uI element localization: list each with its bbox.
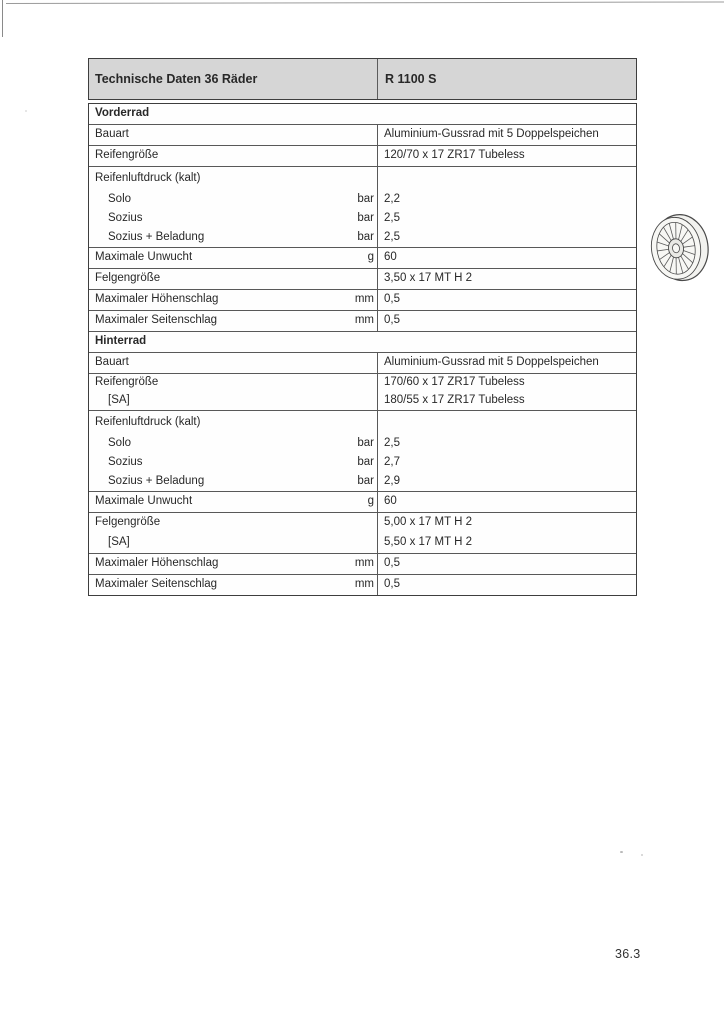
row-label: Felgengröße <box>95 516 161 529</box>
group-label-cell <box>89 411 377 491</box>
row-value-cell <box>377 374 636 410</box>
group-subrow-label-cell <box>89 434 377 453</box>
group-label-cell <box>89 167 377 247</box>
row-value: 60 <box>384 251 397 264</box>
row-label-sa: [SA] <box>108 394 130 407</box>
group-value-blank <box>378 411 636 434</box>
table-row <box>89 353 636 374</box>
row-value: 120/70 x 17 ZR17 Tubeless <box>384 149 525 162</box>
model-name: R 1100 S <box>377 59 636 99</box>
row-label-cell <box>89 269 377 289</box>
scan-speck <box>641 854 643 856</box>
row-value: 180/55 x 17 ZR17 Tubeless <box>384 394 525 407</box>
row-value: Aluminium-Gussrad mit 5 Doppelspeichen <box>384 128 599 141</box>
table-group-row <box>89 411 636 492</box>
row-value-cell <box>377 269 636 289</box>
scan-edge-line-left <box>2 0 3 37</box>
row-value: 5,00 x 17 MT H 2 <box>384 516 472 529</box>
table-row <box>89 146 636 167</box>
row-value-cell <box>377 513 636 553</box>
table-row <box>89 248 636 269</box>
row-value: 60 <box>384 495 397 508</box>
row-value-cell <box>377 146 636 166</box>
scan-speck <box>620 851 623 853</box>
row-value-cell <box>377 575 636 595</box>
group-value-cell <box>377 167 636 247</box>
row-label-cell <box>89 311 377 331</box>
subrow-unit: bar <box>357 211 374 224</box>
row-value: 0,5 <box>384 578 400 591</box>
table-row-twoline <box>89 513 636 554</box>
table-row <box>89 269 636 290</box>
row-unit: mm <box>354 557 374 570</box>
technical-data-table <box>88 58 637 596</box>
row-label: Maximaler Höhenschlag <box>95 293 219 306</box>
section-label: Hinterrad <box>95 335 147 348</box>
section-label: Vorderrad <box>95 107 150 120</box>
row-unit: mm <box>354 578 374 591</box>
row-label-cell <box>89 290 377 310</box>
row-label: Reifengröße <box>95 376 159 389</box>
scan-speck <box>25 110 27 112</box>
row-label: Felgengröße <box>95 272 161 285</box>
subrow-label: Sozius <box>108 211 143 224</box>
row-value: 5,50 x 17 MT H 2 <box>384 536 472 549</box>
row-label-cell <box>89 374 377 410</box>
row-label: Bauart <box>95 356 129 369</box>
scan-edge-line-top <box>6 1 724 4</box>
row-value: 3,50 x 17 MT H 2 <box>384 272 472 285</box>
group-subrow-label-cell <box>89 472 377 491</box>
row-value: 0,5 <box>384 557 400 570</box>
subrow-unit: bar <box>357 474 374 487</box>
row-label: Maximaler Seitenschlag <box>95 578 218 591</box>
table-row <box>89 290 636 311</box>
row-value: 0,5 <box>384 293 400 306</box>
page-number: 36.3 <box>615 947 641 961</box>
subrow-value: 2,9 <box>384 474 400 487</box>
table-row <box>89 575 636 595</box>
row-unit: g <box>367 495 374 508</box>
table-row <box>89 554 636 575</box>
row-label: Maximale Unwucht <box>95 495 193 508</box>
subrow-value: 2,5 <box>384 211 400 224</box>
table-row <box>89 125 636 146</box>
subrow-value: 2,7 <box>384 455 400 468</box>
row-label: Maximale Unwucht <box>95 251 193 264</box>
row-label-cell <box>89 492 377 512</box>
table-title: Technische Daten 36 Räder <box>95 71 258 86</box>
subrow-label: Solo <box>108 192 132 205</box>
group-title: Reifenluftdruck (kalt) <box>95 415 201 428</box>
group-subrow-label-cell <box>89 190 377 209</box>
table-row <box>89 492 636 513</box>
subrow-unit: bar <box>357 230 374 243</box>
group-subrow-label-cell <box>89 228 377 247</box>
table-body <box>88 103 637 596</box>
row-label: Reifengröße <box>95 149 159 162</box>
subrow-label: Sozius <box>108 455 143 468</box>
row-value-cell <box>377 353 636 373</box>
group-value-cell <box>377 411 636 491</box>
cast-wheel-icon <box>648 208 714 288</box>
table-group-row <box>89 167 636 248</box>
subrow-value: 2,2 <box>384 192 400 205</box>
subrow-value: 2,5 <box>384 436 400 449</box>
row-label-cell <box>89 125 377 145</box>
row-label: Maximaler Seitenschlag <box>95 314 218 327</box>
row-value-cell <box>377 248 636 268</box>
row-value-cell <box>377 492 636 512</box>
row-value-cell <box>377 311 636 331</box>
row-label-sa: [SA] <box>108 536 130 549</box>
group-title: Reifenluftdruck (kalt) <box>95 171 201 184</box>
row-value-cell <box>377 125 636 145</box>
row-label: Bauart <box>95 128 129 141</box>
row-value: 0,5 <box>384 314 400 327</box>
row-label-cell <box>89 353 377 373</box>
row-unit: mm <box>354 314 374 327</box>
group-value-blank <box>378 167 636 190</box>
section-row-hinterrad <box>89 332 636 353</box>
row-label-cell <box>89 575 377 595</box>
subrow-value: 2,5 <box>384 230 400 243</box>
row-label-cell <box>89 513 377 553</box>
row-unit: g <box>367 251 374 264</box>
row-unit: mm <box>354 293 374 306</box>
subrow-label: Sozius + Beladung <box>108 474 205 487</box>
subrow-unit: bar <box>357 192 374 205</box>
row-value-cell <box>377 290 636 310</box>
row-label-cell <box>89 554 377 574</box>
section-row-vorderrad <box>89 104 636 125</box>
table-header-row <box>88 58 637 100</box>
table-row-twoline <box>89 374 636 411</box>
subrow-label: Solo <box>108 436 132 449</box>
subrow-unit: bar <box>357 436 374 449</box>
row-label-cell <box>89 248 377 268</box>
subrow-label: Sozius + Beladung <box>108 230 205 243</box>
row-value-cell <box>377 554 636 574</box>
group-subrow-label-cell <box>89 453 377 472</box>
row-value: 170/60 x 17 ZR17 Tubeless <box>384 376 525 389</box>
row-label: Maximaler Höhenschlag <box>95 557 219 570</box>
group-subrow-label-cell <box>89 209 377 228</box>
row-value: Aluminium-Gussrad mit 5 Doppelspeichen <box>384 356 599 369</box>
table-row <box>89 311 636 332</box>
subrow-unit: bar <box>357 455 374 468</box>
row-label-cell <box>89 146 377 166</box>
